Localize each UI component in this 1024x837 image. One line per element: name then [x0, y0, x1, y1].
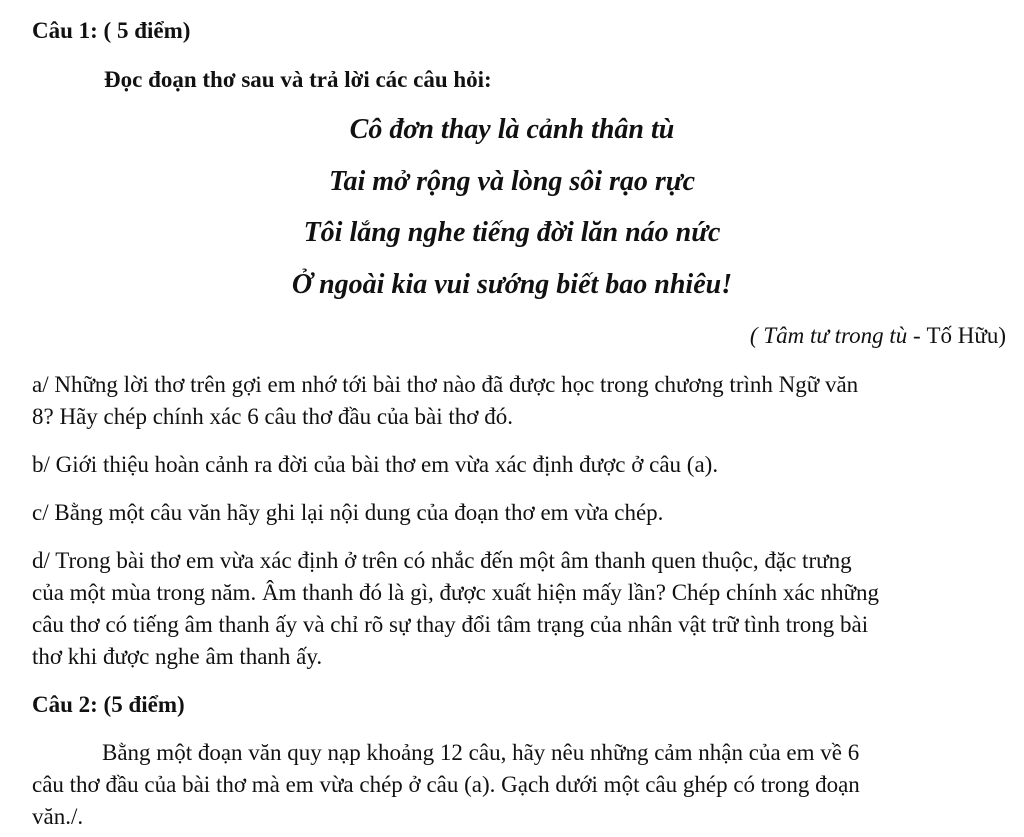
- question-1-instruction: Đọc đoạn thơ sau và trả lời các câu hỏi:: [104, 67, 492, 92]
- poem-source-title: ( Tâm tư trong tù -: [749, 323, 927, 348]
- question-2-line-3: văn./.: [32, 804, 84, 829]
- question-1-heading: Câu 1: ( 5 điểm): [32, 18, 191, 43]
- poem-line-4: Ở ngoài kia vui sướng biết bao nhiêu!: [291, 269, 733, 300]
- part-d-line-4: thơ khi được nghe âm thanh ấy.: [32, 644, 323, 669]
- poem-source: [750, 324, 1006, 347]
- question-2-line-1: Bằng một đoạn văn quy nạp khoảng 12 câu, hãy nêu những cảm nhận của em về 6: [102, 740, 860, 765]
- part-a-line-2: 8? Hãy chép chính xác 6 câu thơ đầu của bài thơ đó.: [32, 404, 513, 429]
- part-b: b/ Giới thiệu hoàn cảnh ra đời của bài thơ em vừa xác định được ở câu (a).: [32, 452, 719, 477]
- part-c: c/ Bằng một câu văn hãy ghi lại nội dung của đoạn thơ em vừa chép.: [32, 500, 664, 525]
- poem-source-author: Tố Hữu): [926, 323, 1006, 348]
- poem-line-3: Tôi lắng nghe tiếng đời lăn náo nức: [303, 217, 721, 248]
- part-d-line-2: của một mùa trong năm. Âm thanh đó là gì, được xuất hiện mấy lần? Chép chính xác những: [32, 580, 880, 605]
- part-a-line-1: a/ Những lời thơ trên gợi em nhớ tới bài thơ nào đã được học trong chương trình Ngữ văn: [32, 372, 859, 397]
- question-2-line-2: câu thơ đầu của bài thơ mà em vừa chép ở câu (a). Gạch dưới một câu ghép có trong đoạn: [32, 772, 860, 797]
- part-d-line-1: d/ Trong bài thơ em vừa xác định ở trên có nhắc đến một âm thanh quen thuộc, đặc trưng: [32, 548, 852, 573]
- poem-line-1: Cô đơn thay là cảnh thân tù: [349, 114, 675, 145]
- poem-line-2: Tai mở rộng và lòng sôi rạo rực: [328, 166, 696, 197]
- part-d-line-3: câu thơ có tiếng âm thanh ấy và chỉ rõ sự thay đổi tâm trạng của nhân vật trữ tình trong bài: [32, 612, 869, 637]
- question-2-heading: Câu 2: (5 điểm): [32, 692, 185, 717]
